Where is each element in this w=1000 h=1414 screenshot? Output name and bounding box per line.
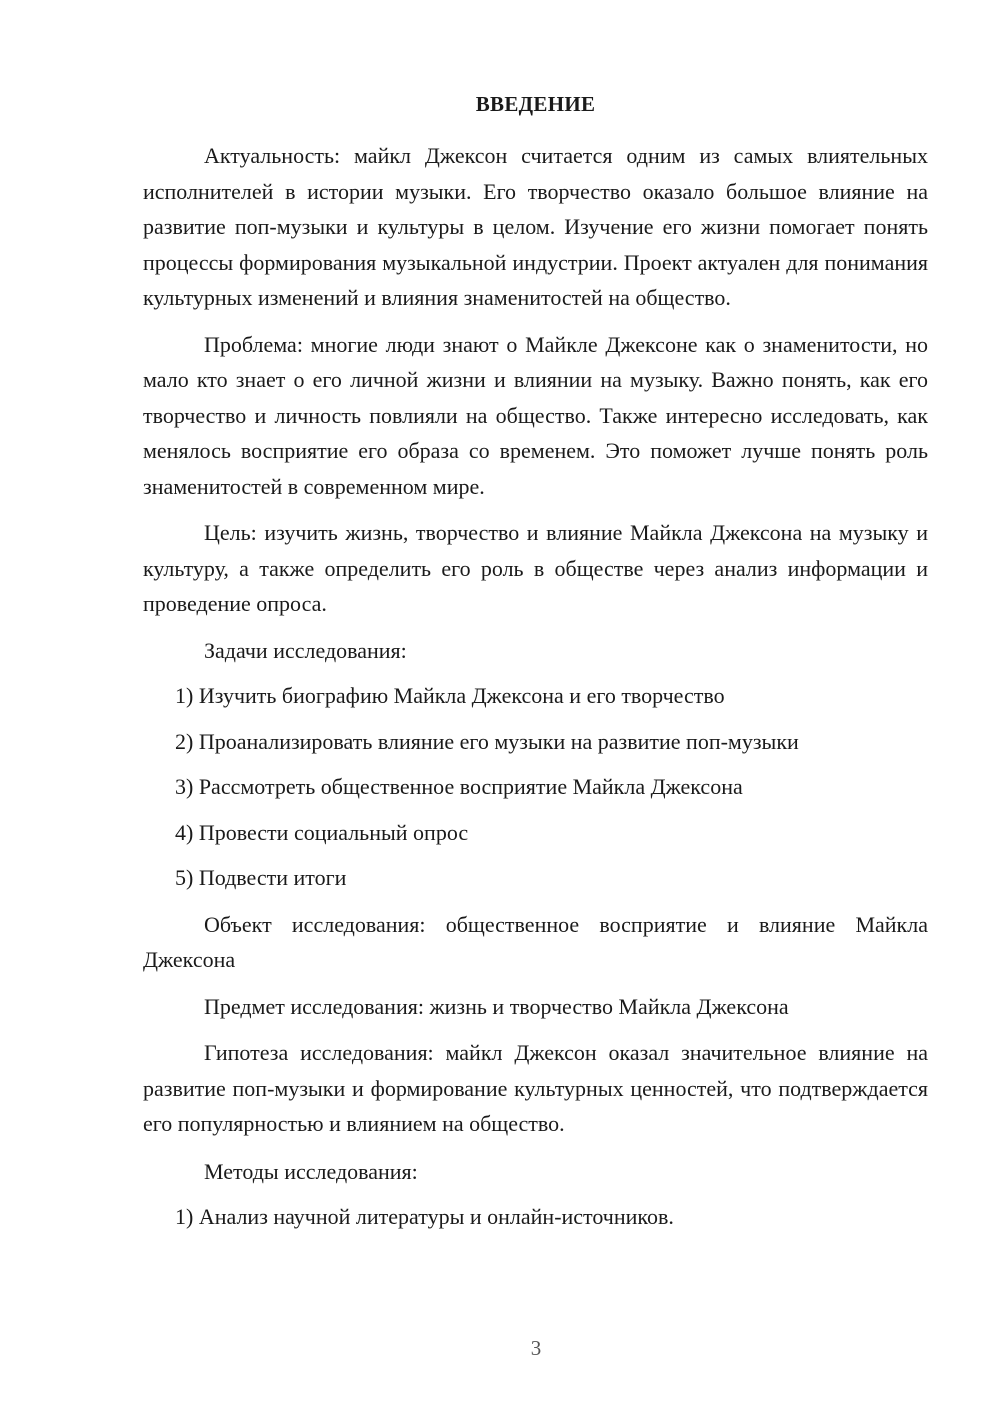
section-heading: ВВЕДЕНИЕ <box>475 92 596 116</box>
hypothesis-paragraph: Гипотеза исследования: майкл Джексон оказал значительное влияние на развитие поп-музыки и формирование культурных ценностей, что подтверждается его популярностью и влиянием на общество. <box>143 1040 928 1136</box>
problem-paragraph: Проблема: многие люди знают о Майкле Джексоне как о знаменитости, но мало кто знает о его личной жизни и влиянии на музыку. Важно понять, как его творчество и личность повлияли на общество. Также интересно исследовать, как менялось восприятие его образа со временем. Это поможет лучше понять роль знаменитостей в современном мире. <box>143 331 928 499</box>
methods-list <box>143 1199 928 1235</box>
list-item: 2) Проанализировать влияние его музыки на развитие поп-музыки <box>175 728 799 754</box>
relevance-paragraph: Актуальность: майкл Джексон считается одним из самых влиятельных исполнителей в истории музыки. Его творчество оказало большое влияние на развитие поп-музыки и культуры в целом. Изучение его жизни помогает понять процессы формирования музыкальной индустрии. Проект актуален для понимания культурных изменений и влияния знаменитостей на общество. <box>143 143 928 310</box>
document-page <box>143 92 928 1235</box>
list-item: 3) Рассмотреть общественное восприятие Майкла Джексона <box>175 774 743 799</box>
tasks-heading: Задачи исследования: <box>204 637 407 663</box>
object-paragraph: Объект исследования: общественное восприятие и влияние Майкла Джексона <box>143 911 928 972</box>
list-item: 5) Подвести итоги <box>175 865 347 890</box>
page-number: 3 <box>530 1336 542 1360</box>
list-item: 4) Провести социальный опрос <box>175 819 469 845</box>
subject-paragraph: Предмет исследования: жизнь и творчество Майкла Джексона <box>204 993 789 1019</box>
list-item: 1) Анализ научной литературы и онлайн-источников. <box>175 1204 674 1229</box>
methods-heading: Методы исследования: <box>204 1158 418 1184</box>
list-item: 1) Изучить биографию Майкла Джексона и его творчество <box>175 683 725 708</box>
tasks-list <box>143 678 928 896</box>
goal-paragraph: Цель: изучить жизнь, творчество и влияние Майкла Джексона на музыку и культуру, а также определить его роль в обществе через анализ информации и проведение опроса. <box>143 520 928 616</box>
